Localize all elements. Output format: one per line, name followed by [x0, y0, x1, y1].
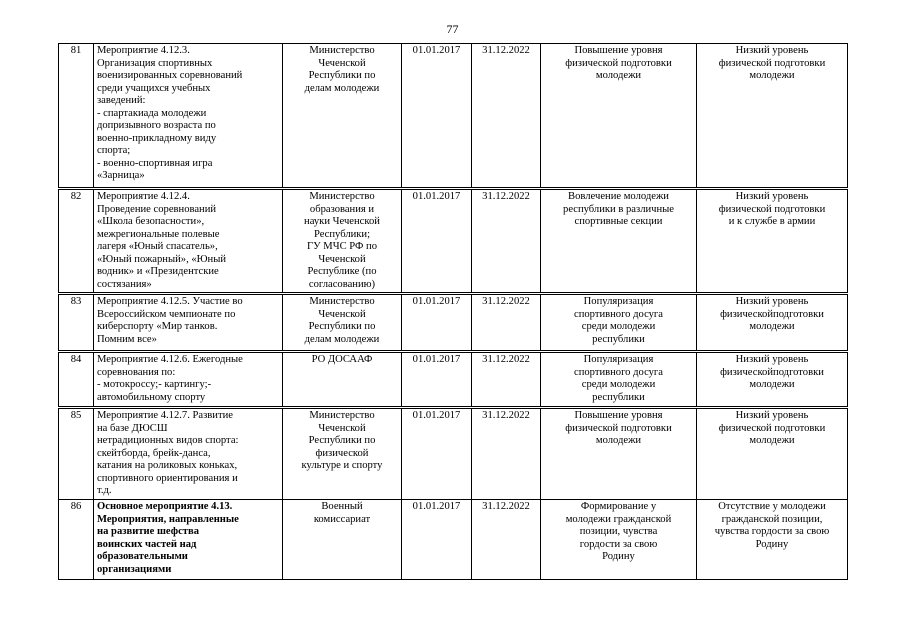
result-line: физической подготовки: [565, 57, 672, 69]
executor-line: Министерство: [309, 45, 375, 56]
consequence-line: Низкий уровень: [735, 354, 809, 365]
result-line: Популяризация: [583, 354, 654, 365]
measure-name-line: Мероприятие 4.12.7. Развитие: [97, 410, 233, 421]
consequence-line: гражданской позиции,: [721, 513, 823, 525]
result-line: Родину: [602, 551, 635, 562]
consequence: [697, 352, 848, 408]
executor-line: Республики;: [313, 228, 371, 240]
measure-name-line: «Зарница»: [97, 170, 145, 181]
result-line: Формирование у: [580, 501, 657, 512]
consequence: [697, 294, 848, 352]
executor-line: Министерство: [309, 191, 375, 202]
measure-name-line: Помним все»: [97, 333, 157, 345]
measure-name-line: Мероприятие 4.12.6. Ежегодные: [97, 354, 243, 365]
end-date: 31.12.2022: [472, 352, 541, 408]
measure-name-line: Мероприятие 4.12.4.: [97, 191, 190, 202]
measure-name-line: Основное мероприятие 4.13.: [97, 501, 233, 512]
result-line: молодежи гражданской: [565, 513, 672, 525]
consequence-line: чувства гордости за свою: [714, 526, 830, 537]
measure-name-line: катания на роликовых коньках,: [97, 460, 238, 471]
measure-name-line: спортивного ориентирования и: [97, 472, 238, 484]
measure-name-line: автомобильному спорту: [97, 391, 206, 403]
measure-name-line: нетрадиционных видов спорта:: [97, 435, 239, 446]
consequence-line: Низкий уровень: [735, 410, 809, 421]
result-line: гордости за свою: [579, 538, 658, 550]
expected-result: [541, 408, 697, 500]
measure-name-line: Мероприятие 4.12.5. Участие во: [97, 296, 243, 307]
measure-name-line: спорта;: [97, 145, 131, 156]
measure-name: [94, 44, 283, 189]
consequence-line: молодежи: [749, 321, 795, 332]
measure-name-line: Всероссийском чемпионате по: [97, 308, 236, 320]
expected-result: [541, 189, 697, 294]
expected-result: [541, 352, 697, 408]
consequence-line: молодежи: [749, 379, 795, 390]
table-row: [59, 294, 848, 352]
executor-line: комиссариат: [313, 513, 371, 525]
start-date: 01.01.2017: [402, 352, 472, 408]
executor-line: Министерство: [309, 410, 375, 421]
measure-name-line: «Школа безопасности»,: [97, 216, 205, 227]
executor-line: физической: [315, 447, 369, 459]
result-line: Популяризация: [583, 296, 654, 307]
executor-line: культуре и спорту: [301, 460, 383, 471]
table-row: [59, 408, 848, 500]
executor: [283, 352, 402, 408]
executor-line: Республике (по: [307, 266, 377, 277]
start-date: 01.01.2017: [402, 189, 472, 294]
measure-name-line: соревнования по:: [97, 366, 176, 378]
executor-line: Чеченской: [318, 422, 366, 434]
measure-name-line: водник» и «Президентские: [97, 266, 219, 277]
measure-name-line: - мотокроссу;- картингу;-: [97, 379, 212, 390]
row-number: 86: [59, 500, 94, 580]
table-row: [59, 189, 848, 294]
measure-name-line: воинских частей над: [97, 538, 197, 550]
consequence-line: физической подготовки: [718, 203, 826, 215]
executor-line: ГУ МЧС РФ по: [307, 241, 377, 252]
measure-name: [94, 189, 283, 294]
end-date: 31.12.2022: [472, 294, 541, 352]
measure-name-line: Мероприятия, направленные: [97, 513, 239, 525]
consequence-line: Низкий уровень: [735, 191, 809, 202]
result-line: спортивные секции: [574, 216, 663, 227]
measure-name-line: состязания»: [97, 278, 152, 290]
result-line: республики: [592, 391, 645, 403]
row-number: 82: [59, 189, 94, 294]
consequence-line: Низкий уровень: [735, 296, 809, 307]
measures-table: [58, 43, 848, 580]
measure-name-line: киберспорту «Мир танков.: [97, 321, 218, 332]
measure-name-line: на базе ДЮСШ: [97, 422, 168, 434]
consequence-line: физической подготовки: [718, 57, 826, 69]
executor: [283, 189, 402, 294]
executor: [283, 408, 402, 500]
consequence-line: физическойподготовки: [720, 366, 824, 378]
consequence: [697, 44, 848, 189]
result-line: молодежи: [595, 70, 642, 81]
measure-name-line: Организация спортивных: [97, 57, 213, 69]
result-line: Вовлечение молодежи: [568, 191, 669, 202]
end-date: 31.12.2022: [472, 500, 541, 580]
expected-result: [541, 500, 697, 580]
measure-name-line: межрегиональные полевые: [97, 228, 220, 240]
result-line: Повышение уровня: [574, 45, 663, 56]
measure-name-line: военизированных соревнований: [97, 70, 243, 81]
executor-line: Республики по: [308, 435, 376, 446]
start-date: 01.01.2017: [402, 408, 472, 500]
executor: [283, 500, 402, 580]
table-row: [59, 500, 848, 580]
row-number: 81: [59, 44, 94, 189]
page-number: 77: [446, 22, 459, 36]
start-date: 01.01.2017: [402, 500, 472, 580]
result-line: позиции, чувства: [579, 526, 658, 537]
expected-result: [541, 294, 697, 352]
executor-line: делам молодежи: [304, 333, 380, 345]
result-line: спортивного досуга: [574, 308, 663, 320]
result-line: спортивного досуга: [574, 366, 663, 378]
row-number: 84: [59, 352, 94, 408]
measure-name-line: - спартакиада молодежи: [97, 107, 207, 119]
measure-name: [94, 294, 283, 352]
end-date: 31.12.2022: [472, 189, 541, 294]
result-line: республики в различные: [563, 203, 674, 215]
measure-name-line: организациями: [97, 563, 172, 575]
result-line: среди молодежи: [581, 321, 656, 332]
consequence-line: Низкий уровень: [735, 45, 809, 56]
consequence-line: молодежи: [749, 435, 795, 446]
executor-line: РО ДОСААФ: [311, 354, 373, 365]
executor-line: Республики по: [308, 70, 376, 81]
executor: [283, 44, 402, 189]
measure-name-line: Мероприятие 4.12.3.: [97, 45, 190, 56]
start-date: 01.01.2017: [402, 44, 472, 189]
consequence: [697, 189, 848, 294]
result-line: республики: [592, 333, 645, 345]
measure-name: [94, 500, 283, 580]
consequence: [697, 500, 848, 580]
executor-line: Чеченской: [318, 57, 366, 69]
measure-name-line: военно-прикладному виду: [97, 132, 217, 144]
executor-line: науки Чеченской: [304, 216, 380, 227]
consequence-line: физическойподготовки: [720, 308, 824, 320]
result-line: физической подготовки: [565, 422, 672, 434]
consequence-line: и к службе в армии: [728, 216, 816, 227]
start-date: 01.01.2017: [402, 294, 472, 352]
table-row: [59, 352, 848, 408]
measure-name-line: скейтборда, брейк-данса,: [97, 447, 211, 459]
measure-name-line: допризывного возраста по: [97, 120, 216, 131]
executor-line: Министерство: [309, 296, 375, 307]
executor-line: Военный: [321, 501, 363, 512]
measure-name-line: образовательными: [97, 551, 188, 562]
measure-name-line: среди учащихся учебных: [97, 82, 211, 94]
end-date: 31.12.2022: [472, 408, 541, 500]
measure-name-line: заведений:: [97, 95, 146, 106]
result-line: среди молодежи: [581, 379, 656, 390]
row-number: 83: [59, 294, 94, 352]
consequence: [697, 408, 848, 500]
executor-line: делам молодежи: [304, 82, 380, 94]
measure-name-line: - военно-спортивная игра: [97, 157, 213, 169]
executor-line: Чеченской: [318, 308, 366, 320]
executor: [283, 294, 402, 352]
expected-result: [541, 44, 697, 189]
measure-name: [94, 352, 283, 408]
consequence-line: молодежи: [749, 70, 795, 81]
measure-name-line: на развитие шефства: [97, 526, 200, 537]
consequence-line: Родину: [755, 538, 789, 550]
end-date: 31.12.2022: [472, 44, 541, 189]
measure-name-line: «Юный пожарный», «Юный: [97, 253, 227, 265]
table-row: [59, 44, 848, 189]
executor-line: Чеченской: [318, 253, 366, 265]
result-line: молодежи: [595, 435, 642, 446]
consequence-line: Отсутствие у молодежи: [718, 501, 826, 512]
measure-name-line: т.д.: [97, 485, 112, 496]
row-number: 85: [59, 408, 94, 500]
measure-name: [94, 408, 283, 500]
executor-line: согласованию): [308, 278, 376, 290]
executor-line: образования и: [309, 203, 375, 215]
measure-name-line: лагеря «Юный спасатель»,: [97, 241, 218, 252]
measure-name-line: Проведение соревнований: [97, 203, 217, 215]
executor-line: Республики по: [308, 321, 376, 332]
consequence-line: физической подготовки: [718, 422, 826, 434]
result-line: Повышение уровня: [574, 410, 663, 421]
